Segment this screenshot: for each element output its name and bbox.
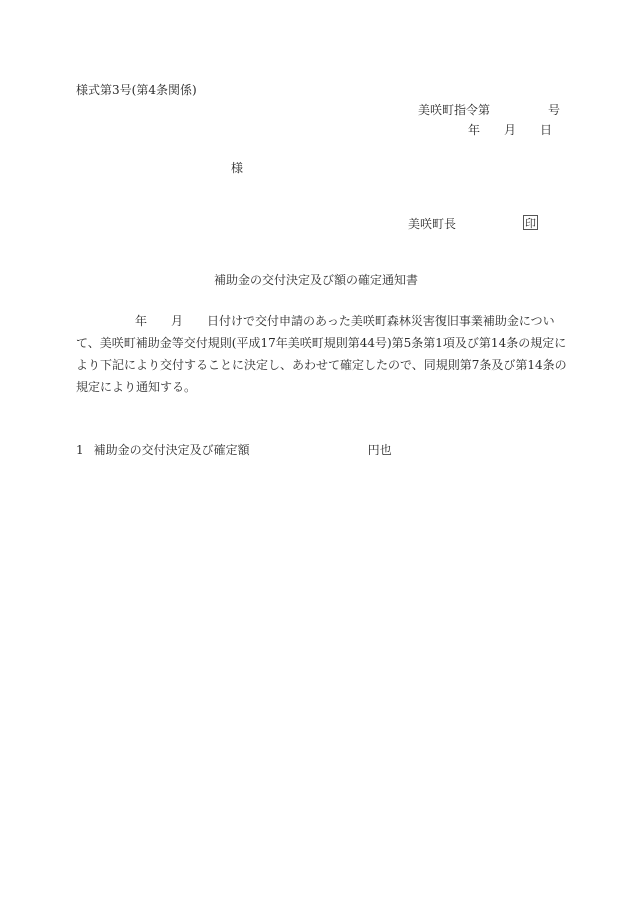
body-year: 年 <box>135 314 148 328</box>
body-line-1 <box>76 310 556 332</box>
notice-body <box>76 310 567 398</box>
date-year: 年 <box>468 123 481 137</box>
date-day: 日 <box>540 123 553 137</box>
order-number-line <box>418 104 560 116</box>
body-line-4: 規定により通知する。 <box>76 380 197 394</box>
body-line-2: て、美咲町補助金等交付規則(平成17年美咲町規則第44号)第5条第1項及び第14条の規定に <box>76 336 567 350</box>
order-suffix: 号 <box>548 103 561 117</box>
item-grant-amount <box>76 444 392 456</box>
recipient-honorific: 様 <box>231 161 244 175</box>
date-month: 月 <box>504 123 517 137</box>
item-unit: 円也 <box>367 443 392 457</box>
seal-stamp-icon: 印 <box>525 217 536 230</box>
issue-date <box>468 124 552 136</box>
item-label: 補助金の交付決定及び確定額 <box>93 443 250 457</box>
body-month: 月 <box>171 314 184 328</box>
order-label: 美咲町指令第 <box>418 103 491 117</box>
item-number: 1 <box>76 443 84 457</box>
body-line-3: より下記により交付することに決定し、あわせて確定したので、同規則第7条及び第14条の <box>76 358 567 372</box>
document-title: 補助金の交付決定及び額の確定通知書 <box>214 273 419 287</box>
issuer-name: 美咲町長 <box>408 217 457 231</box>
body-line-1-text: 日付けで交付申請のあった美咲町森林災害復旧事業補助金につい <box>207 314 555 328</box>
form-number: 様式第3号(第4条関係) <box>76 83 197 97</box>
